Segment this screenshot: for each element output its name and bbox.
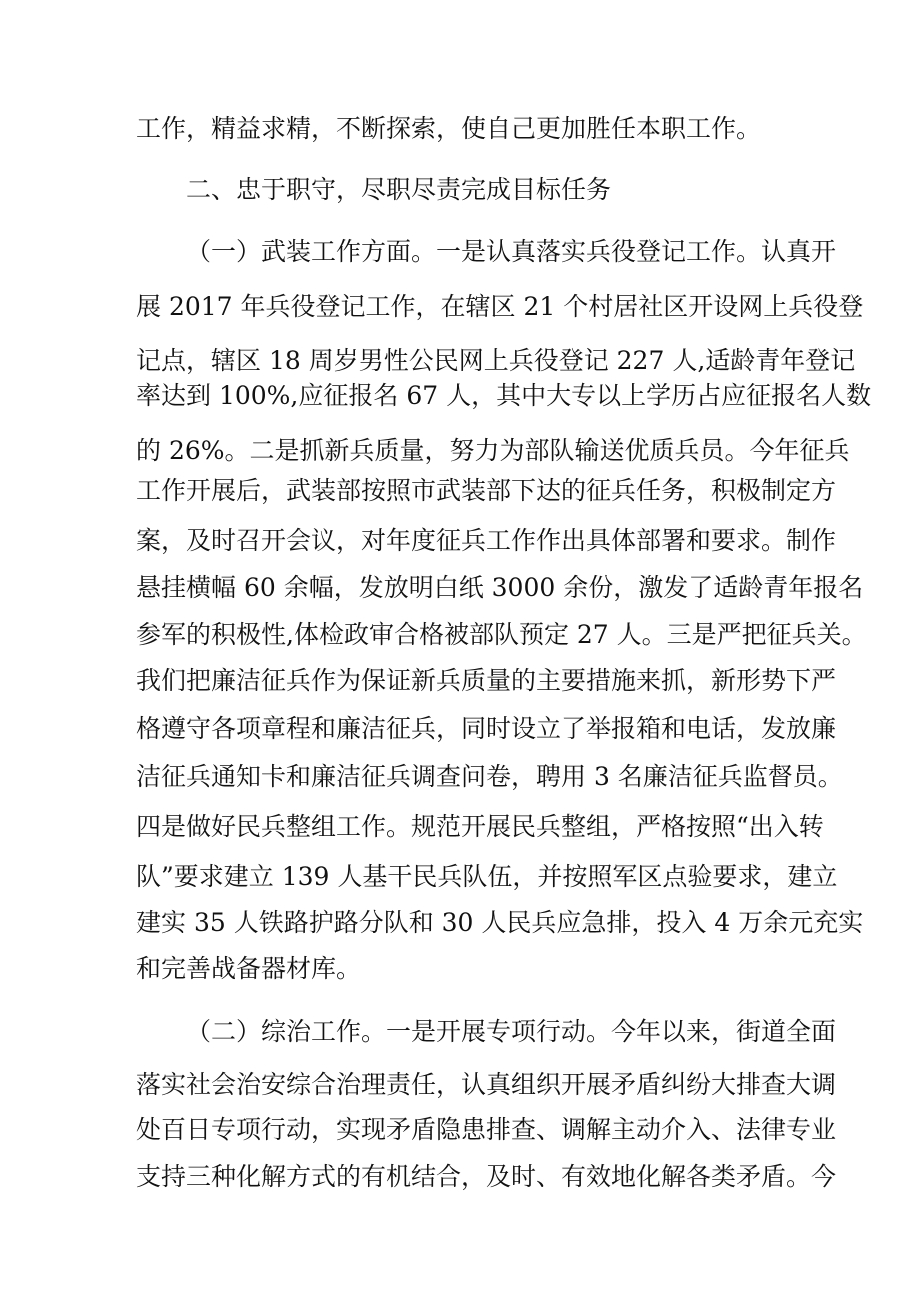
text-line-content: 率达到 100%,应征报名 67 人，其中大专以上学历占应征报名人数 [136, 381, 872, 410]
text-line-content: 支持三种化解方式的有机结合，及时、有效地化解各类矛盾。今 [136, 1162, 837, 1191]
text-line-content: 落实社会治安综合治理责任，认真组织开展矛盾纠纷大排查大调 [136, 1070, 837, 1099]
text-line-content: 的 26%。二是抓新兵质量，努力为部队输送优质兵员。今年征兵 [136, 436, 850, 465]
text-line-content: 悬挂横幅 60 余幅，发放明白纸 3000 余份，激发了适龄青年报名 [136, 573, 864, 602]
text-line-content: （一）武装工作方面。一是认真落实兵役登记工作。认真开 [186, 237, 837, 266]
text-line-content: （二）综治工作。一是开展专项行动。今年以来，街道全面 [186, 1017, 837, 1046]
text-line-content: 我们把廉洁征兵作为保证新兵质量的主要措施来抓，新形势下严 [136, 666, 837, 695]
text-line-content: 格遵守各项章程和廉洁征兵，同时设立了举报箱和电话，发放廉 [136, 714, 837, 743]
text-line-content: 队”要求建立 139 人基干民兵队伍，并按照军区点验要求，建立 [136, 862, 838, 891]
section-heading-text: 二、忠于职守，尽职尽责完成目标任务 [186, 175, 612, 204]
text-line-content: 案，及时召开会议，对年度征兵工作作出具体部署和要求。制作 [136, 526, 837, 555]
text-line-content: 展 2017 年兵役登记工作，在辖区 21 个村居社区开设网上兵役登 [136, 292, 864, 321]
text-line-content: 处百日专项行动，实现矛盾隐患排查、调解主动介入、法律专业 [136, 1115, 837, 1144]
text-line-content: 四是做好民兵整组工作。规范开展民兵整组，严格按照“出入转 [136, 812, 824, 841]
text-line-content: 工作开展后，武装部按照市武装部下达的征兵任务，积极制定方 [136, 476, 837, 505]
text-line-content: 工作，精益求精，不断探索，使自己更加胜任本职工作。 [136, 114, 762, 143]
text-line-content: 洁征兵通知卡和廉洁征兵调查问卷，聘用 3 名廉洁征兵监督员。 [136, 762, 843, 791]
text-line-content: 建实 35 人铁路护路分队和 30 人民兵应急排，投入 4 万余元充实 [136, 908, 864, 937]
text-line-content: 参军的积极性,体检政审合格被部队预定 27 人。三是严把征兵关。 [136, 620, 867, 649]
text-line-content: 记点，辖区 18 周岁男性公民网上兵役登记 227 人,适龄青年登记 [136, 346, 856, 375]
text-line-content: 和完善战备器材库。 [136, 954, 362, 983]
